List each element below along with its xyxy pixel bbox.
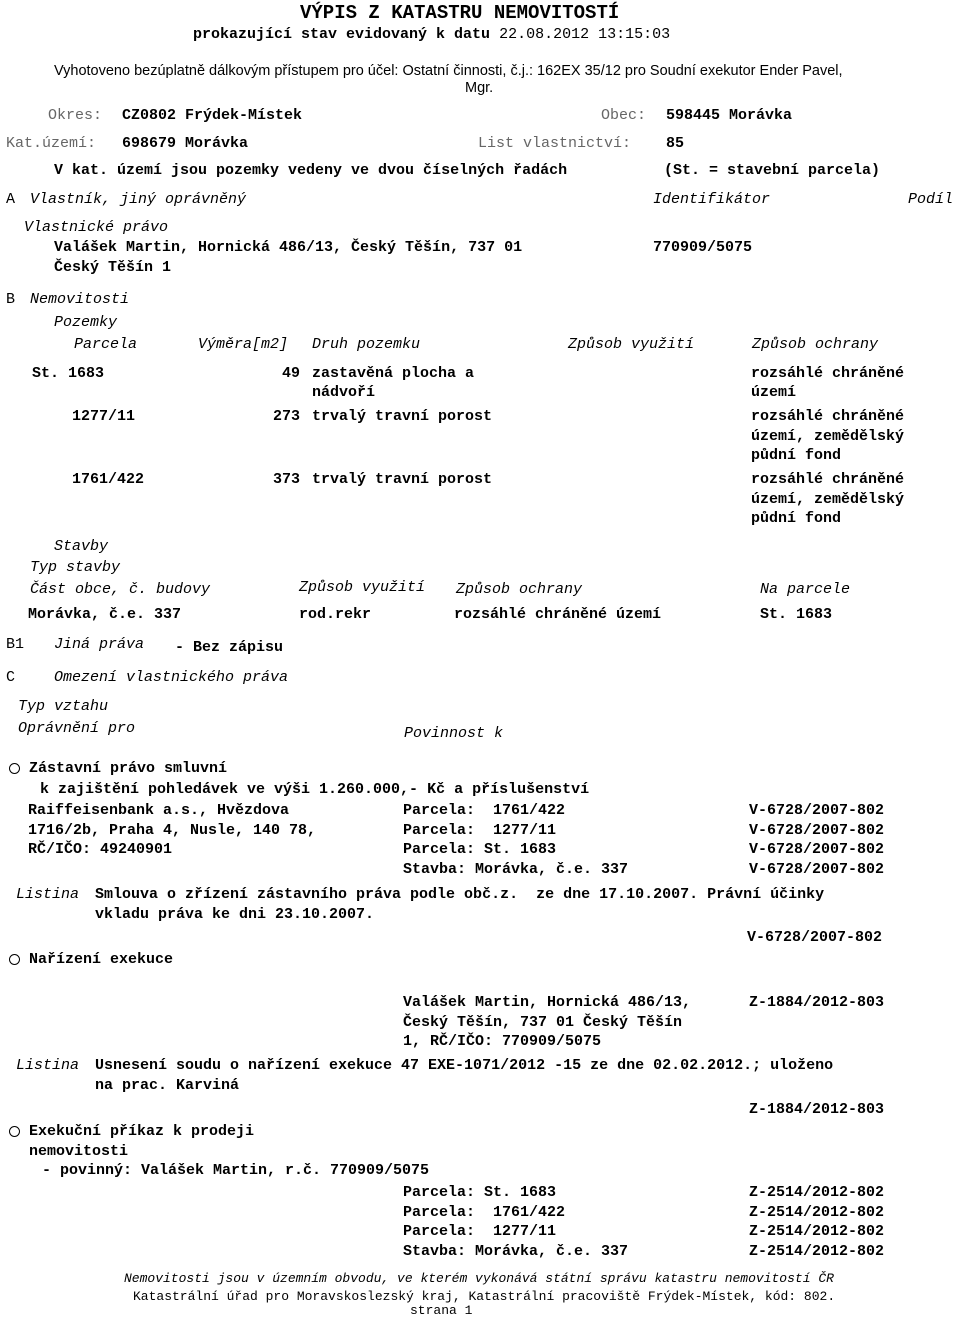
prikaz-item-3-ref: Z-2514/2012-802 (749, 1223, 885, 1240)
parcel-row-3-parcela: 1761/422 (72, 471, 145, 488)
stavby-col-cast-obce: Část obce, č. budovy (30, 581, 211, 598)
zastava-item-2-obj: Parcela: 1277/11 (403, 822, 557, 839)
stavby-col-na-parcele: Na parcele (760, 581, 851, 598)
bullet-icon (9, 954, 20, 965)
ownership-right-label: Vlastnické právo (24, 219, 169, 236)
document-subtitle (193, 25, 670, 44)
okres-value: CZ0802 Frýdek-Místek (122, 107, 303, 124)
narizeni-listina-ref: Z-1884/2012-803 (749, 1101, 885, 1118)
parcel-row-2-druh-1: trvalý travní porost (312, 408, 493, 425)
section-c-letter: C (6, 669, 16, 686)
parcel-row-2-ochrana-2: území, zemědělský (751, 428, 905, 445)
bullet-icon (9, 1126, 20, 1137)
katuzemi-value: 698679 Morávka (122, 135, 249, 152)
prikaz-povinny: - povinný: Valášek Martin, r.č. 770909/5075 (42, 1162, 430, 1179)
okres-label: Okres: (48, 107, 103, 124)
subtitle-text: prokazující stav evidovaný k datu (193, 26, 491, 43)
stavby-col-ochrana: Způsob ochrany (456, 581, 583, 598)
section-a-letter: A (6, 191, 16, 208)
col-vyuziti: Způsob využití (568, 336, 695, 353)
section-b-letter: B (6, 291, 16, 308)
section-b1-letter: B1 (6, 636, 25, 653)
parcel-row-2-ochrana-1: rozsáhlé chráněné (751, 408, 905, 425)
stavba-cast-obce: Morávka, č.e. 337 (28, 606, 182, 623)
opravneni-pro-label: Oprávnění pro (18, 720, 136, 737)
parcel-row-1-ochrana-2: území (751, 384, 797, 401)
prikaz-item-2-obj: Parcela: 1761/422 (403, 1204, 566, 1221)
footer-line-2: Katastrální úřad pro Moravskoslezský kraj, Katastrální pracoviště Frýdek-Místek, kód: 802. (133, 1289, 836, 1304)
parcel-row-1-druh-1: zastavěná plocha a (312, 365, 475, 382)
obec-label: Obec: (601, 107, 647, 124)
list-vlastnictvi-value: 85 (666, 135, 685, 152)
pozemky-label: Pozemky (54, 314, 118, 331)
narizeni-povinny-2: Český Těšín, 737 01 Český Těšín (403, 1014, 683, 1031)
parcel-row-1-parcela: St. 1683 (32, 365, 105, 382)
stavby-col-vyuziti: Způsob využití (299, 579, 426, 596)
owner-line-2: Český Těšín 1 (54, 259, 172, 276)
prikaz-item-4-ref: Z-2514/2012-802 (749, 1243, 885, 1260)
section-c-title: Omezení vlastnického práva (54, 669, 289, 686)
parcel-row-3-vymera: 373 (272, 471, 300, 488)
zastava-creditor-3: RČ/IČO: 49240901 (28, 841, 173, 858)
extract-datetime: 22.08.2012 13:15:03 (499, 26, 671, 43)
parcel-row-3-druh-1: trvalý travní porost (312, 471, 493, 488)
narizeni-listina-2: na prac. Karviná (95, 1077, 240, 1094)
parcel-row-2-vymera: 273 (272, 408, 300, 425)
stavby-label: Stavby (54, 538, 109, 555)
parcel-row-3-ochrana-3: půdní fond (751, 510, 842, 527)
parcel-row-2-ochrana-3: půdní fond (751, 447, 842, 464)
typ-vztahu-label: Typ vztahu (18, 698, 109, 715)
section-b-title: Nemovitosti (30, 291, 130, 308)
zastava-creditor-1: Raiffeisenbank a.s., Hvězdova (28, 802, 290, 819)
zastava-listina-ref: V-6728/2007-802 (747, 929, 883, 946)
parcel-row-1-druh-2: nádvoří (312, 384, 376, 401)
zastava-creditor-2: 1716/2b, Praha 4, Nusle, 140 78, (28, 822, 317, 839)
narizeni-ref: Z-1884/2012-803 (749, 994, 885, 1011)
list-vlastnictvi-label: List vlastnictví: (478, 135, 632, 152)
zastava-item-3-ref: V-6728/2007-802 (749, 841, 885, 858)
narizeni-povinny-1: Valášek Martin, Hornická 486/13, (403, 994, 692, 1011)
owner-identifier: 770909/5075 (653, 239, 753, 256)
zastava-item-2-ref: V-6728/2007-802 (749, 822, 885, 839)
narizeni-title: Nařízení exekuce (29, 951, 174, 968)
parcel-row-2-parcela: 1277/11 (72, 408, 136, 425)
prikaz-item-3-obj: Parcela: 1277/11 (403, 1223, 557, 1240)
obec-value: 598445 Morávka (666, 107, 793, 124)
zastava-listina-label: Listina (16, 886, 80, 903)
section-b1-title: Jiná práva (54, 636, 145, 653)
typ-stavby-label: Typ stavby (30, 559, 121, 576)
document-title: VÝPIS Z KATASTRU NEMOVITOSTÍ (300, 2, 620, 24)
parcel-row-3-ochrana-2: území, zemědělský (751, 491, 905, 508)
prikaz-item-1-obj: Parcela: St. 1683 (403, 1184, 557, 1201)
narizeni-listina-label: Listina (16, 1057, 80, 1074)
zastava-listina-1: Smlouva o zřízení zástavního práva podle obč.z. ze dne 17.10.2007. Právní účinky (95, 886, 825, 903)
stavba-ochrana: rozsáhlé chráněné území (454, 606, 662, 623)
footer-page-number: strana 1 (410, 1303, 473, 1318)
prikaz-title-1: Exekuční příkaz k prodeji (29, 1123, 255, 1140)
footer-line-1: Nemovitosti jsou v územním obvodu, ve kterém vykonává státní správu katastru nemovitostí ČR (124, 1271, 834, 1286)
parcel-row-1-ochrana-1: rozsáhlé chráněné (751, 365, 905, 382)
povinnost-k-label: Povinnost k (404, 725, 504, 742)
col-ochrana: Způsob ochrany (752, 336, 879, 353)
zastava-listina-2: vkladu práva ke dni 23.10.2007. (95, 906, 375, 923)
prikaz-title-2: nemovitosti (29, 1143, 129, 1160)
zastava-item-1-obj: Parcela: 1761/422 (403, 802, 566, 819)
col-parcela: Parcela (74, 336, 138, 353)
parcel-series-legend: (St. = stavební parcela) (664, 162, 881, 179)
parcel-row-3-ochrana-1: rozsáhlé chráněné (751, 471, 905, 488)
purpose-line-1: Vyhotoveno bezúplatně dálkovým přístupem pro účel: Ostatní činnosti, č.j.: 162EX 35/12 pro Soudní exekutor Ender Pavel, (54, 63, 843, 79)
purpose-line-2: Mgr. (465, 80, 494, 96)
zastava-subtitle: k zajištění pohledávek ve výši 1.260.000,- Kč a příslušenství (40, 781, 590, 798)
share-header: Podíl (908, 191, 954, 208)
bullet-icon (9, 763, 20, 774)
narizeni-povinny-3: 1, RČ/IČO: 770909/5075 (403, 1033, 602, 1050)
zastava-item-3-obj: Parcela: St. 1683 (403, 841, 557, 858)
prikaz-item-2-ref: Z-2514/2012-802 (749, 1204, 885, 1221)
zastava-item-4-obj: Stavba: Morávka, č.e. 337 (403, 861, 629, 878)
katuzemi-label: Kat.území: (6, 135, 97, 152)
prikaz-item-1-ref: Z-2514/2012-802 (749, 1184, 885, 1201)
zastava-title: Zástavní právo smluvní (29, 760, 228, 777)
stavba-vyuziti: rod.rekr (299, 606, 372, 623)
section-b1-value: - Bez zápisu (175, 639, 284, 656)
zastava-item-1-ref: V-6728/2007-802 (749, 802, 885, 819)
section-a-title: Vlastník, jiný oprávněný (30, 191, 247, 208)
stavba-na-parcele: St. 1683 (760, 606, 833, 623)
col-vymera: Výměra[m2] (198, 336, 289, 353)
prikaz-item-4-obj: Stavba: Morávka, č.e. 337 (403, 1243, 629, 1260)
parcel-series-note: V kat. území jsou pozemky vedeny ve dvou číselných řadách (54, 162, 568, 179)
col-druh: Druh pozemku (312, 336, 421, 353)
parcel-row-1-vymera: 49 (281, 365, 300, 382)
identifier-header: Identifikátor (653, 191, 771, 208)
owner-line-1: Valášek Martin, Hornická 486/13, Český Těšín, 737 01 (54, 239, 523, 256)
zastava-item-4-ref: V-6728/2007-802 (749, 861, 885, 878)
narizeni-listina-1: Usnesení soudu o nařízení exekuce 47 EXE-1071/2012 -15 ze dne 02.02.2012.; uloženo (95, 1057, 834, 1074)
